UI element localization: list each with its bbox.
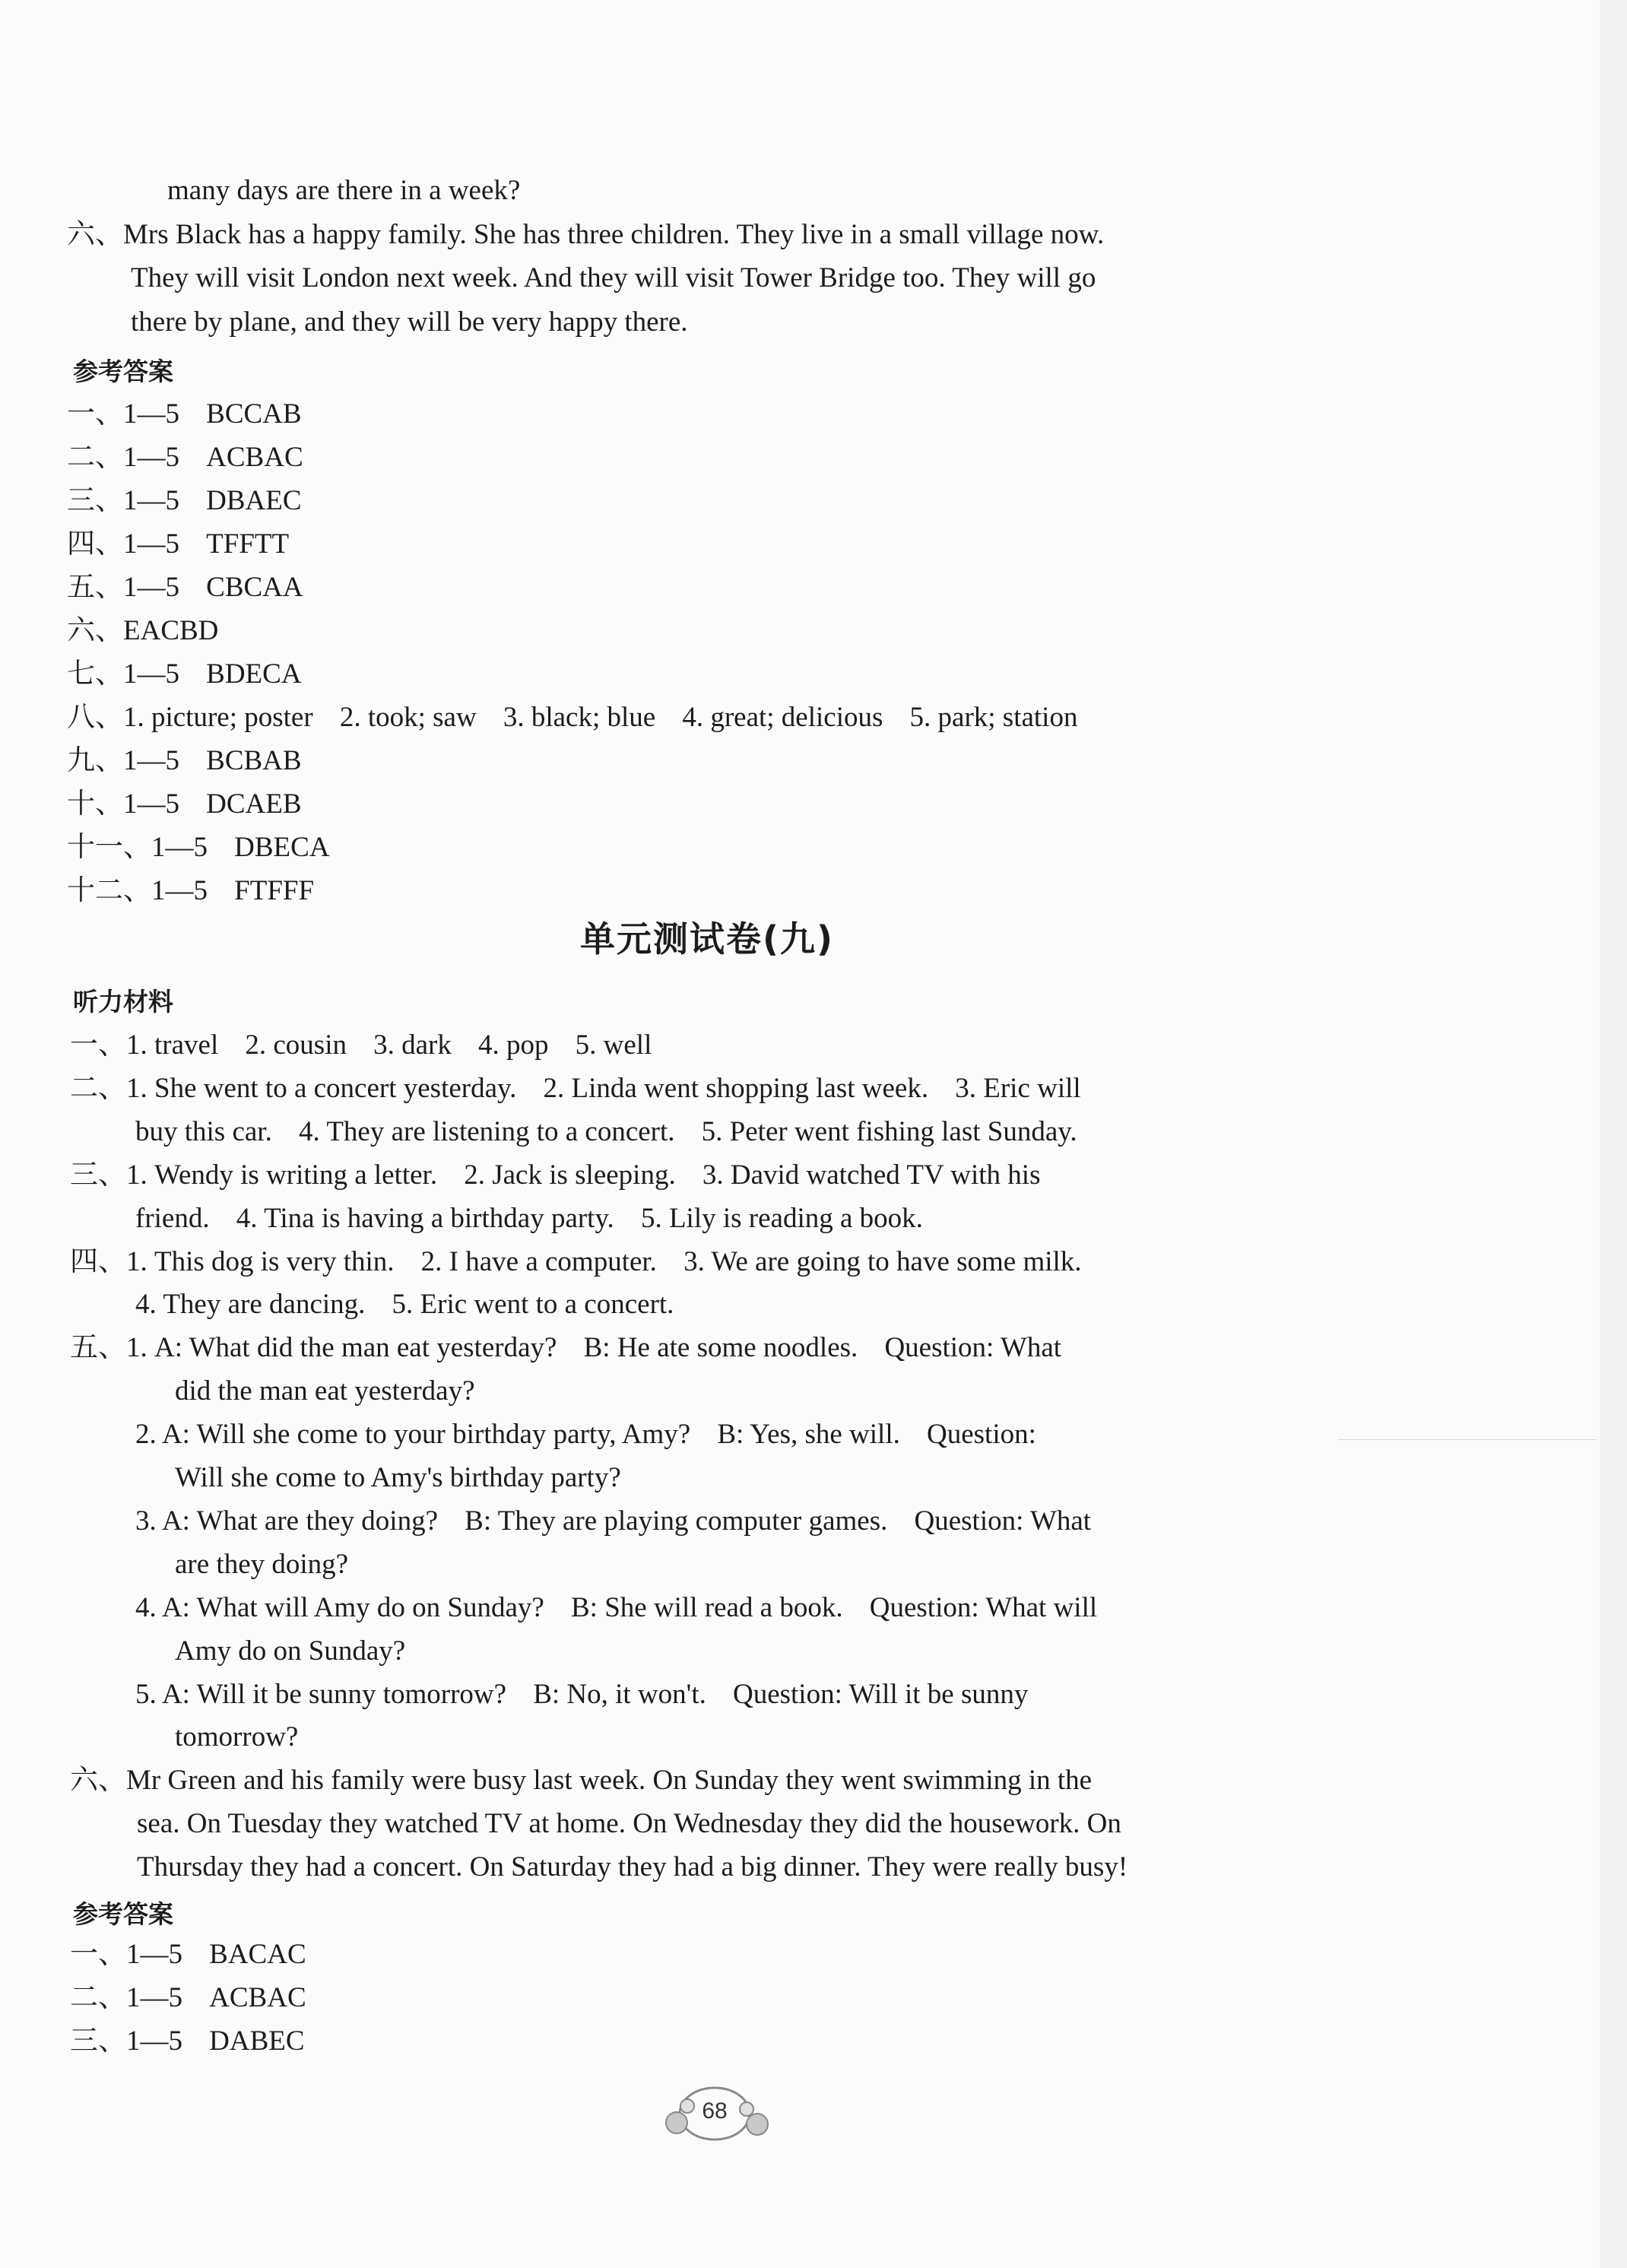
text-segment: 三、1—5: [67, 485, 179, 516]
text-segment: 2. Jack is sleeping.: [464, 1159, 676, 1191]
listening-text-line: [70, 1071, 1086, 1106]
listening-text-line: [70, 1028, 658, 1063]
text-segment: B: He ate some noodles.: [583, 1332, 858, 1363]
answer-line: [67, 570, 309, 605]
answer-line: [70, 1937, 312, 1972]
text-segment: 八、1. picture; poster: [67, 702, 313, 733]
listening-text-line: [137, 1850, 1134, 1885]
text-segment: 5. Eric went to a concert.: [392, 1289, 674, 1320]
text-segment: 4. A: What will Amy do on Sunday?: [135, 1592, 544, 1623]
text-segment: Question: What: [884, 1332, 1062, 1363]
text-segment: 七、1—5: [67, 658, 179, 690]
text-segment: FTFFF: [234, 875, 315, 906]
answer-line: [67, 657, 307, 692]
text-segment: 3. A: What are they doing?: [135, 1505, 438, 1537]
text-segment: 二、1—5: [67, 442, 179, 473]
text-segment: 4. They are listening to a concert.: [298, 1116, 675, 1147]
text-segment: 十二、1—5: [67, 875, 208, 906]
text-segment: TFFTT: [206, 528, 290, 560]
text-segment: 六、EACBD: [67, 615, 219, 646]
listening-text-line: [135, 1201, 928, 1236]
text-segment: 二、1. She went to a concert yesterday.: [70, 1073, 517, 1104]
listening-text-line: [70, 1245, 1087, 1280]
text-segment: DABEC: [209, 2025, 305, 2057]
section-heading: 参考答案: [73, 1899, 173, 1929]
listening-text-line: [135, 1417, 1042, 1452]
listening-text-line: [135, 1677, 1034, 1712]
text-segment: 六、Mrs Black has a happy family. She has three children. They live in a small village now.: [67, 219, 1105, 250]
text-segment: 2. A: Will she come to your birthday party, Amy?: [135, 1419, 691, 1450]
text-segment: DBAEC: [206, 485, 302, 516]
answer-line: [67, 830, 335, 865]
listening-text-line: [135, 1287, 680, 1322]
text-segment: 3. dark: [373, 1029, 452, 1061]
answer-line: [67, 874, 319, 909]
listening-text-line: [175, 1547, 354, 1582]
listening-text-line: [135, 1504, 1096, 1539]
text-segment: 3. We are going to have some milk.: [683, 1246, 1082, 1277]
section-heading: 参考答案: [73, 357, 173, 386]
text-segment: BCBAB: [206, 745, 302, 776]
text-segment: Question: What will: [869, 1592, 1098, 1623]
listening-text-line: [135, 1591, 1103, 1626]
page-number-badge: [654, 2083, 775, 2144]
text-segment: 4. They are dancing.: [135, 1289, 366, 1320]
text-segment: 四、1. This dog is very thin.: [70, 1246, 395, 1277]
text-segment: 一、1—5: [67, 398, 179, 430]
text-segment: B: They are playing computer games.: [465, 1505, 888, 1537]
text-segment: tomorrow?: [175, 1721, 299, 1753]
unit-test-title: 单元测试卷(九): [579, 918, 835, 960]
text-segment: Thursday they had a concert. On Saturday they had a big dinner. They were really busy!: [137, 1851, 1128, 1883]
text-segment: Question: Will it be sunny: [732, 1679, 1029, 1710]
listening-text-line: [175, 1720, 304, 1755]
answer-line: [67, 787, 307, 822]
listening-text-line: [137, 1806, 1127, 1841]
listening-text-line: [175, 1634, 411, 1669]
listening-text-line: [135, 1115, 1083, 1150]
text-segment: 2. took; saw: [339, 702, 477, 733]
listening-text-line: [70, 1763, 1097, 1798]
text-segment: 十、1—5: [67, 788, 179, 820]
answer-line: [67, 744, 307, 779]
text-segment: B: No, it won't.: [533, 1679, 706, 1710]
text-segment: 三、1. Wendy is writing a letter.: [70, 1159, 438, 1191]
faint-rule-line: [1338, 1439, 1597, 1440]
text-segment: 六、Mr Green and his family were busy last week. On Sunday they went swimming in the: [70, 1765, 1093, 1796]
text-segment: 十一、1—5: [67, 832, 208, 863]
answer-line: [70, 1981, 312, 2016]
text-segment: 一、1—5: [70, 1939, 182, 1970]
text-segment: DBECA: [234, 832, 330, 863]
answer-line: [67, 700, 1083, 735]
text-segment: 4. pop: [478, 1029, 549, 1061]
text-segment: 三、1—5: [70, 2025, 182, 2057]
section-heading: 听力材料: [73, 987, 173, 1017]
text-segment: 一、1. travel: [70, 1029, 219, 1061]
answer-line: [67, 614, 224, 649]
listening-text-line: [175, 1461, 626, 1496]
answer-line: [67, 527, 295, 562]
text-segment: B: Yes, she will.: [717, 1419, 900, 1450]
text-segment: 四、1—5: [67, 528, 179, 560]
listening-text-line: [175, 1374, 480, 1409]
text-segment: 五、1. A: What did the man eat yesterday?: [70, 1332, 557, 1363]
text-segment: did the man eat yesterday?: [175, 1375, 475, 1407]
text-segment: 5. park; station: [909, 702, 1078, 733]
page-number: 68: [702, 2098, 728, 2124]
listening-text-line: [131, 261, 1102, 296]
listening-text-line: [70, 1331, 1067, 1366]
text-segment: 2. cousin: [245, 1029, 347, 1061]
listening-text-line: [131, 305, 693, 340]
text-segment: Question:: [927, 1419, 1036, 1450]
text-segment: ACBAC: [209, 1982, 306, 2013]
text-segment: 五、1—5: [67, 572, 179, 603]
text-segment: are they doing?: [175, 1549, 349, 1580]
text-segment: CBCAA: [206, 572, 303, 603]
text-segment: B: She will read a book.: [571, 1592, 843, 1623]
text-segment: 5. well: [575, 1029, 652, 1061]
text-segment: there by plane, and they will be very happy there.: [131, 306, 688, 338]
page-edge-shadow: [1600, 0, 1627, 2268]
text-segment: ACBAC: [206, 442, 303, 473]
text-segment: many days are there in a week?: [167, 175, 521, 206]
answer-line: [70, 2024, 310, 2059]
text-segment: buy this car.: [135, 1116, 272, 1147]
answer-line: [67, 397, 307, 432]
text-segment: BCCAB: [206, 398, 302, 430]
text-segment: 2. Linda went shopping last week.: [543, 1073, 929, 1104]
text-segment: BDECA: [206, 658, 302, 690]
text-segment: They will visit London next week. And they will visit Tower Bridge too. They will go: [131, 262, 1096, 293]
text-segment: 九、1—5: [67, 745, 179, 776]
text-segment: 3. David watched TV with his: [702, 1159, 1041, 1191]
text-segment: 4. great; delicious: [682, 702, 883, 733]
listening-text-line: [70, 1158, 1046, 1193]
text-segment: 3. Eric will: [955, 1073, 1081, 1104]
answer-line: [67, 484, 307, 519]
answer-line: [67, 440, 309, 475]
text-segment: Amy do on Sunday?: [175, 1635, 406, 1667]
text-segment: 5. Lily is reading a book.: [640, 1203, 923, 1234]
text-segment: sea. On Tuesday they watched TV at home. On Wednesday they did the housework. On: [137, 1808, 1121, 1839]
text-segment: 2. I have a computer.: [420, 1246, 657, 1277]
text-segment: DCAEB: [206, 788, 302, 820]
text-segment: 3. black; blue: [503, 702, 656, 733]
listening-text-line: [167, 173, 526, 208]
text-segment: Will she come to Amy's birthday party?: [175, 1462, 621, 1493]
text-segment: Question: What: [914, 1505, 1092, 1537]
text-segment: 4. Tina is having a birthday party.: [236, 1203, 614, 1234]
text-segment: friend.: [135, 1203, 210, 1234]
text-segment: 5. A: Will it be sunny tomorrow?: [135, 1679, 507, 1710]
text-segment: 二、1—5: [70, 1982, 182, 2013]
listening-text-line: [67, 217, 1110, 252]
text-segment: BACAC: [209, 1939, 306, 1970]
text-segment: 5. Peter went fishing last Sunday.: [701, 1116, 1077, 1147]
